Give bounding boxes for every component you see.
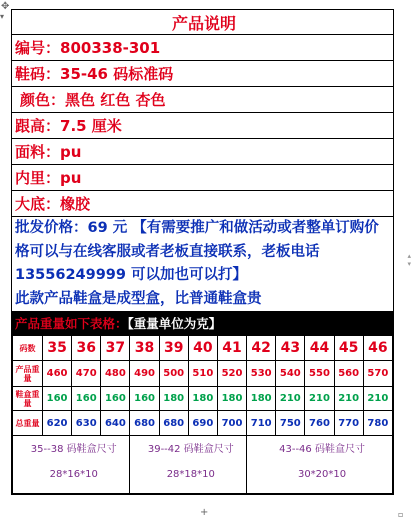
weight-cell: 490 xyxy=(130,361,159,387)
weight-cell: 770 xyxy=(334,411,363,436)
size-cell: 40 xyxy=(188,336,217,361)
spec-value: 7.5 厘米 xyxy=(60,117,122,135)
size-cell: 35 xyxy=(43,336,72,361)
table-row xyxy=(13,436,393,494)
box-size-cell xyxy=(13,436,130,494)
row-label: 码数 xyxy=(13,336,43,361)
weight-grid xyxy=(12,335,393,494)
box-size-label: 43--46 码鞋盒尺寸 xyxy=(279,444,365,455)
weight-cell: 700 xyxy=(217,411,246,436)
weight-cell: 180 xyxy=(188,387,217,411)
spec-row-color xyxy=(12,87,394,113)
weight-cell: 760 xyxy=(305,411,334,436)
resize-handle-icon[interactable]: ▫ xyxy=(398,510,404,519)
size-cell: 39 xyxy=(159,336,188,361)
row-label: 鞋盒重量 xyxy=(13,387,43,411)
weight-cell: 510 xyxy=(188,361,217,387)
weight-cell: 180 xyxy=(159,387,188,411)
spec-row-heel xyxy=(12,113,394,139)
spec-label: 鞋码： xyxy=(15,65,61,83)
weight-cell: 690 xyxy=(188,411,217,436)
wholesale-info xyxy=(12,217,394,312)
size-cell: 38 xyxy=(130,336,159,361)
size-cell: 36 xyxy=(72,336,101,361)
weight-grid-cell xyxy=(12,335,394,495)
spec-value: 黑色 红色 杏色 xyxy=(65,91,166,109)
table-move-handle-icon[interactable]: ✥ xyxy=(1,1,10,12)
box-size-cell xyxy=(247,436,393,494)
size-cell: 45 xyxy=(334,336,363,361)
spec-label: 跟高： xyxy=(15,117,61,135)
spec-label: 内里： xyxy=(15,169,61,187)
weight-cell: 470 xyxy=(72,361,101,387)
size-cell: 44 xyxy=(305,336,334,361)
box-size-label: 35--38 码鞋盒尺寸 xyxy=(30,444,117,455)
spec-value: 橡胶 xyxy=(60,195,91,213)
box-note: 此款产品鞋盒是成型盒，比普通鞋盒贵 xyxy=(15,290,262,307)
box-size-label: 39--42 码鞋盒尺寸 xyxy=(147,444,234,455)
row-label: 产品重量 xyxy=(13,361,43,387)
box-size-dims: 30*20*10 xyxy=(297,469,347,480)
spec-value: pu xyxy=(60,169,82,187)
weight-cell: 210 xyxy=(363,387,392,411)
box-size-dims: 28*16*10 xyxy=(49,469,98,480)
wholesale-note: 【有需要推广和做活动或者整单订购价格可以与在线客服或者老板直接联系，老板电话 13556249999 可以加也可以打】 xyxy=(15,220,379,283)
table-row xyxy=(13,361,393,387)
box-size-dims: 28*18*10 xyxy=(166,469,215,480)
weight-cell: 640 xyxy=(101,411,130,436)
size-cell: 46 xyxy=(363,336,392,361)
weight-cell: 210 xyxy=(276,387,305,411)
size-cell: 43 xyxy=(276,336,305,361)
spec-value: 800338-301 xyxy=(60,39,161,57)
weight-cell: 520 xyxy=(217,361,246,387)
size-cell: 37 xyxy=(101,336,130,361)
weight-cell: 540 xyxy=(276,361,305,387)
weight-cell: 180 xyxy=(217,387,246,411)
spec-value: 35-46 码标准码 xyxy=(60,65,174,83)
table-row xyxy=(13,411,393,436)
weight-cell: 680 xyxy=(159,411,188,436)
spec-label: 面料： xyxy=(15,143,61,161)
weight-cell: 160 xyxy=(101,387,130,411)
row-label: 总重量 xyxy=(13,411,43,436)
add-row-icon[interactable]: + xyxy=(200,507,209,518)
size-cell: 41 xyxy=(217,336,246,361)
weight-cell: 160 xyxy=(130,387,159,411)
weight-table-header xyxy=(12,312,394,335)
spec-label: 大底： xyxy=(15,195,61,213)
weight-cell: 750 xyxy=(276,411,305,436)
weight-cell: 680 xyxy=(130,411,159,436)
spec-row-upper xyxy=(12,139,394,165)
weight-cell: 550 xyxy=(305,361,334,387)
weight-cell: 560 xyxy=(334,361,363,387)
scroll-down-arrow-icon[interactable]: ▾ xyxy=(407,260,411,268)
page-title: 产品说明 xyxy=(12,10,394,35)
weight-cell: 480 xyxy=(101,361,130,387)
weight-cell: 500 xyxy=(159,361,188,387)
weight-cell: 780 xyxy=(363,411,392,436)
spec-row-sole xyxy=(12,191,394,217)
spec-label: 颜色： xyxy=(20,91,66,109)
scroll-up-arrow-icon[interactable]: ▴ xyxy=(407,252,411,260)
weight-cell: 530 xyxy=(247,361,276,387)
scroll-down-arrow-icon[interactable]: ▾ xyxy=(0,12,5,21)
weight-cell: 180 xyxy=(247,387,276,411)
weight-cell: 710 xyxy=(247,411,276,436)
table-row xyxy=(13,336,393,361)
weight-header-label: 产品重量如下表格： xyxy=(15,316,128,331)
weight-cell: 210 xyxy=(305,387,334,411)
wholesale-price: 批发价格：69 元 xyxy=(15,220,128,236)
weight-cell: 620 xyxy=(43,411,72,436)
product-spec-table xyxy=(11,9,394,495)
weight-cell: 160 xyxy=(72,387,101,411)
weight-cell: 460 xyxy=(43,361,72,387)
spec-row-size xyxy=(12,61,394,87)
size-cell: 42 xyxy=(247,336,276,361)
weight-cell: 570 xyxy=(363,361,392,387)
table-row xyxy=(13,387,393,411)
spec-row-lining xyxy=(12,165,394,191)
weight-cell: 160 xyxy=(43,387,72,411)
weight-cell: 210 xyxy=(334,387,363,411)
weight-unit-note: 【重量单位为克】 xyxy=(127,316,222,331)
weight-cell: 630 xyxy=(72,411,101,436)
spec-value: pu xyxy=(60,143,82,161)
box-size-cell xyxy=(130,436,247,494)
spec-label: 编号： xyxy=(15,39,61,57)
spec-row-code xyxy=(12,35,394,61)
